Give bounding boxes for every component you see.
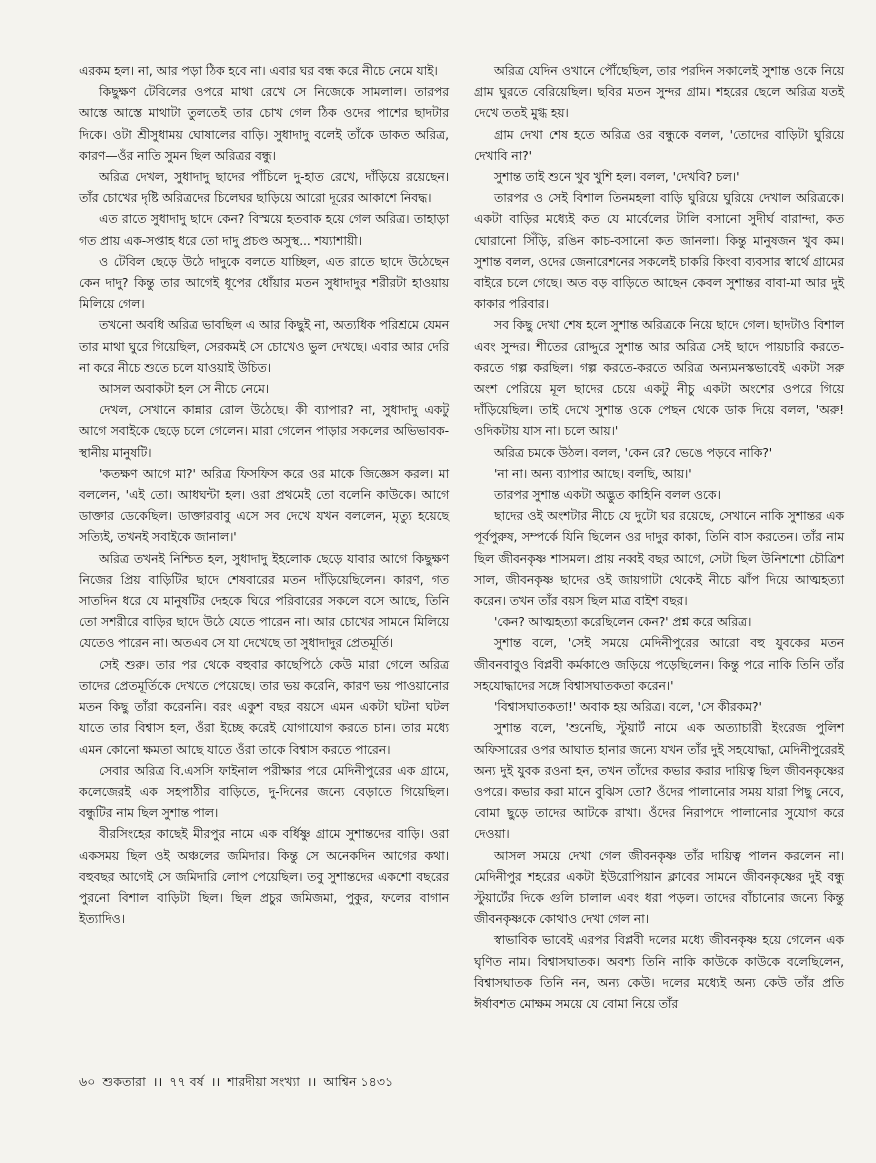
footer-separator: ।। [306, 1074, 317, 1089]
paragraph: 'বিশ্বাসঘাতকতা!' অবাক হয় অরিত্র। বলে, 'সে কীরকম?' [494, 699, 762, 715]
paragraph: গ্রাম দেখা শেষ হতে অরিত্র ওর বন্ধুকে বলল, 'তোদের বাড়িটা ঘুরিয়ে দেখাবি না?' [474, 126, 844, 163]
paragraph: ছাদের ওই অংশটার নীচে যে দুটো ঘর রয়েছে, সেখানে নাকি সুশান্তর এক পূর্বপুরুষ, সম্পর্কে যিনি ছিলেন ওর দাদুর কাকা, তিনি বাস করতেন। তাঁর নাম ছিল জীবনকৃষ্ণ শাসমল। প্রায় নব্বই বছর আগে, সেটা ছিল উনিশশো চৌত্রিশ সাল, জীবনকৃষ্ণ ছাদের ওই জায়গাটা থেকেই নীচে ঝাঁপ দিয়ে আত্মহত্যা করেন। তখন তাঁর বয়স ছিল মাত্র বাইশ বছর। [474, 508, 844, 609]
paragraph: অরিত্র যেদিন ওখানে পৌঁছেছিল, তার পরদিন সকালেই সুশান্ত ওকে নিয়ে গ্রাম ঘুরতে বেরিয়েছিল। ছবির মতন সুন্দর গ্রাম। শহরের ছেলে অরিত্র যতই দেখে ততই মুগ্ধ হয়। [474, 63, 844, 121]
paragraph: বীরসিংহের কাছেই মীরপুর নামে এক বর্ধিষ্ণু গ্রামে সুশান্তদের বাড়ি। ওরা একসময় ছিল ওই অঞ্চলের জমিদার। কিন্তু সে অনেকদিন আগের কথা। বহুবছর আগেই সে জমিদারি লোপ পেয়েছিল। তবু সুশান্তদের একশো বছরের পুরনো বিশাল বাড়িটা ছিল। ছিল প্রচুর জমিজমা, পুকুর, ফলের বাগান ইত্যাদিও। [79, 826, 449, 927]
paragraph: সুশান্ত বলে, 'সেই সময়ে মেদিনীপুরের আরো বহু যুবকের মতন জীবনবাবুও বিপ্লবী কর্মকাণ্ডে জড়িয়ে পড়েছিলেন। কিন্তু পরে নাকি তিনি তাঁর সহযোদ্ধাদের সঙ্গে বিশ্বাসঘাতকতা করেন।' [474, 635, 844, 693]
paragraph: 'না না। অন্য ব্যাপার আছে। বলছি, আয়।' [494, 465, 692, 481]
paragraph: আসল অবাকটা হল সে নীচে নেমে। [99, 381, 270, 397]
paragraph: 'কেন? আত্মহত্যা করেছিলেন কেন?' প্রশ্ন করে অরিত্র। [494, 614, 752, 630]
paragraph: আসল সময়ে দেখা গেল জীবনকৃষ্ণ তাঁর দায়িত্ব পালন করলেন না। মেদিনীপুর শহরের একটা ইউরোপিয়ান ক্লাবের সামনে জীবনকৃষ্ণের দুই বন্ধু স্টুয়ার্টের দিকে গুলি চালাল এবং ধরা পড়ল। তাদের বাঁচানোর জন্যে কিন্তু জীবনকৃষ্ণকে কোথাও দেখা গেল না। [474, 847, 844, 927]
footer-separator: ।। [152, 1074, 163, 1089]
issue-month: আশ্বিন ১৪৩১ [323, 1074, 394, 1089]
right-column [474, 60, 844, 1014]
paragraph: দেখল, সেখানে কান্নার রোল উঠেছে। কী ব্যাপার? না, সুধাদাদু একটু আগে সবাইকে ছেড়ে চলে গেলেন। মারা গেলেন পাড়ার সকলের অভিভাবক-স্থানীয় মানুষটি। [79, 402, 449, 460]
paragraph: তারপর সুশান্ত একটা অদ্ভুত কাহিনি বলল ওকে। [494, 487, 721, 503]
paragraph: সুশান্ত বলে, 'শুনেছি, স্টুয়ার্ট নামে এক অত্যাচারী ইংরেজ পুলিশ অফিসারের ওপর আঘাত হানার জন্যে যখন তাঁর দুই সহযোদ্ধা, মেদিনীপুরেরই অন্য দুই যুবক রওনা হন, তখন তাঁদের কভার করার দায়িত্ব ছিল জীবনকৃষ্ণের ওপরে। কভার করা মানে বুঝিস তো? ওঁদের পালানোর সময় যারা পিছু নেবে, বোমা ছুড়ে তাদের আটকে রাখা। ওঁদের নিরাপদে পালানোর সুযোগ করে দেওয়া। [474, 720, 844, 842]
paragraph: কিছুক্ষণ টেবিলের ওপরে মাথা রেখে সে নিজেকে সামলাল। তারপর আস্তে আস্তে মাথাটা তুলতেই তার চোখ গেল ঠিক ওদের পাশের ছাদটার দিকে। ওটা শ্রীসুধাময় ঘোষালের বাড়ি। সুধাদাদু বলেই তাঁকে ডাকত অরিত্র, কারণ—ওঁর নাতি সুমন ছিল অরিত্রর বন্ধু। [79, 84, 449, 163]
paragraph: সুশান্ত তাই শুনে খুব খুশি হল। বলল, 'দেখবি? চল।' [494, 169, 740, 185]
paragraph: সেই শুরু। তার পর থেকে বহুবার কাছেপিঠে কেউ মারা গেলে অরিত্র তাদের প্রেতমূর্তিকে দেখতে পেয়েছে। তার ভয় করেনি, কারণ ভয় পাওয়ানোর মতন কিছু তাঁরা করেননি। বরং একুশ বছর বয়সে এমন একটা ঘটনা ঘটল যাতে তার বিশ্বাস হল, ওঁরা ইচ্ছে করেই যোগাযোগ করতে চান। তার মধ্যে এমন কোনো ক্ষমতা আছে যাতে ওঁরা তাকে বিশ্বাস করতে পারেন। [79, 656, 449, 757]
paragraph: অরিত্র দেখল, সুধাদাদু ছাদের পাঁচিলে দু-হাত রেখে, দাঁড়িয়ে রয়েছেন। তাঁর চোখের দৃষ্টি অরিত্রদের চিলেঘর ছাড়িয়ে আরো দূরের আকাশে নিবদ্ধ। [79, 169, 449, 206]
page-footer [79, 1073, 396, 1094]
paragraph: অরিত্র চমকে উঠল। বলল, 'কেন রে? ভেঙে পড়বে নাকি?' [494, 444, 773, 460]
paragraph: তারপর ও সেই বিশাল তিনমহলা বাড়ি ঘুরিয়ে ঘুরিয়ে দেখাল অরিত্রকে। একটা বাড়ির মধ্যেই কত যে মার্বেলের টালি বসানো সুদীর্ঘ বারান্দা, কত ঘোরানো সিঁড়ি, রঙিন কাচ-বসানো কত জানলা। কিন্তু মানুষজন খুব কম। সুশান্ত বলল, ওদের জেনারেশনের সকলেই চাকরি কিংবা ব্যবসার স্বার্থে গ্রামের বাইরে চলে গেছে। অত বড় বাড়িতে আছেন কেবল সুশান্তর বাবা-মা আর দুই কাকার পরিবার। [474, 190, 844, 312]
paragraph: 'কতক্ষণ আগে মা?' অরিত্র ফিসফিস করে ওর মাকে জিজ্ঞেস করল। মা বললেন, 'এই তো। আধঘন্টা হল। ওরা প্রথমেই তো বলেনি কাউকে। আগে ডাক্তার ডেকেছিল। ডাক্তারবাবু এসে সব দেখে যখন বললেন, মৃত্যু হয়েছে সত্যিই, তখনই সবাইকে জানাল।' [79, 465, 449, 545]
paragraph: ও টেবিল ছেড়ে উঠে দাদুকে বলতে যাচ্ছিল, এত রাতে ছাদে উঠেছেন কেন দাদু? কিন্তু তার আগেই ধূপের ধোঁয়ার মতন সুধাদাদুর শরীরটা হাওয়ায় মিলিয়ে গেল। [79, 253, 449, 312]
footer-separator: ।। [210, 1074, 221, 1089]
paragraph: সেবার অরিত্র বি.এসসি ফাইনাল পরীক্ষার পরে মেদিনীপুরের এক গ্রামে, কলেজেরই এক সহপাঠীর বাড়িতে, দু-দিনের জন্যে বেড়াতে গিয়েছিল। বন্ধুটির নাম ছিল সুশান্ত পাল। [79, 762, 449, 821]
page-number: ৬০ [79, 1074, 96, 1089]
paragraph: এরকম হল। না, আর পড়া ঠিক হবে না। এবার ঘর বন্ধ করে নীচে নেমে যাই। [79, 63, 438, 78]
magazine-name: শুকতারা [102, 1074, 146, 1089]
paragraph: অরিত্র তখনই নিশ্চিত হল, সুধাদাদু ইহলোক ছেড়ে যাবার আগে কিছুক্ষণ নিজের প্রিয় বাড়িটির ছাদে শেষবারের মতন দাঁড়িয়েছিলেন। কারণ, গত সাতদিন ধরে যে মানুষটির দেহকে ঘিরে পরিবারের সকলে বসে আছে, তিনি তো সশরীরে বাড়ির ছাদে উঠে যেতে পারেন না। আর চোখের সামনে মিলিয়ে যেতেও পারেন না। অতএব সে যা দেখেছে তা সুধাদাদুর প্রেতমূর্তি। [79, 550, 449, 651]
paragraph: এত রাতে সুধাদাদু ছাদে কেন? বিস্ময়ে হতবাক হয়ে গেল অরিত্র। তাহাড়া গত প্রায় এক-সপ্তাহ ধরে তো দাদু প্রচণ্ড অসুস্থ... শয্যাশায়ী। [79, 211, 449, 248]
paragraph: সব কিছু দেখা শেষ হলে সুশান্ত অরিত্রকে নিয়ে ছাদে গেল। ছাদটাও বিশাল এবং সুন্দর। শীতের রোদ্দুরে সুশান্ত আর অরিত্র সেই ছাদে পায়চারি করতে-করতে গল্প করছিল। গল্প করতে-করতে অরিত্র অন্যমনস্কভাবেই একটা সরু অংশ পেরিয়ে মূল ছাদের চেয়ে একটু নীচু একটা অংশের ওপরে গিয়ে দাঁড়িয়েছিল। তাই দেখে সুশান্ত ওকে পেছন থেকে ডাক দিয়ে বলল, 'অরু! ওদিকটায় যাস না। চলে আয়।' [474, 317, 844, 439]
paragraph: তখনো অবধি অরিত্র ভাবছিল এ আর কিছুই না, অত্যধিক পরিশ্রমে যেমন তার মাথা ঘুরে গিয়েছিল, সেরকমই সে চোখেও ভুল দেখছে। এবার আর দেরি না করে নীচে শুতে চলে যাওয়াই উচিত। [79, 317, 449, 375]
paragraph: স্বাভাবিক ভাবেই এরপর বিপ্লবী দলের মধ্যে জীবনকৃষ্ণ হয়ে গেলেন এক ঘৃণিত নাম। বিশ্বাসঘাতক। অবশ্য তিনি নাকি কাউকে কাউকে বলেছিলেন, বিশ্বাসঘাতক তিনি নন, অন্য কেউ। দলের মধ্যেই অন্য কেউ তাঁর প্রতি ঈর্ষাবশত মোক্ষম সময়ে যে বোমা নিয়ে তাঁর [474, 932, 844, 1011]
issue-name: শারদীয়া সংখ্যা [227, 1074, 300, 1089]
left-column [79, 60, 449, 929]
volume-year: ৭৭ বর্ষ [169, 1074, 204, 1089]
